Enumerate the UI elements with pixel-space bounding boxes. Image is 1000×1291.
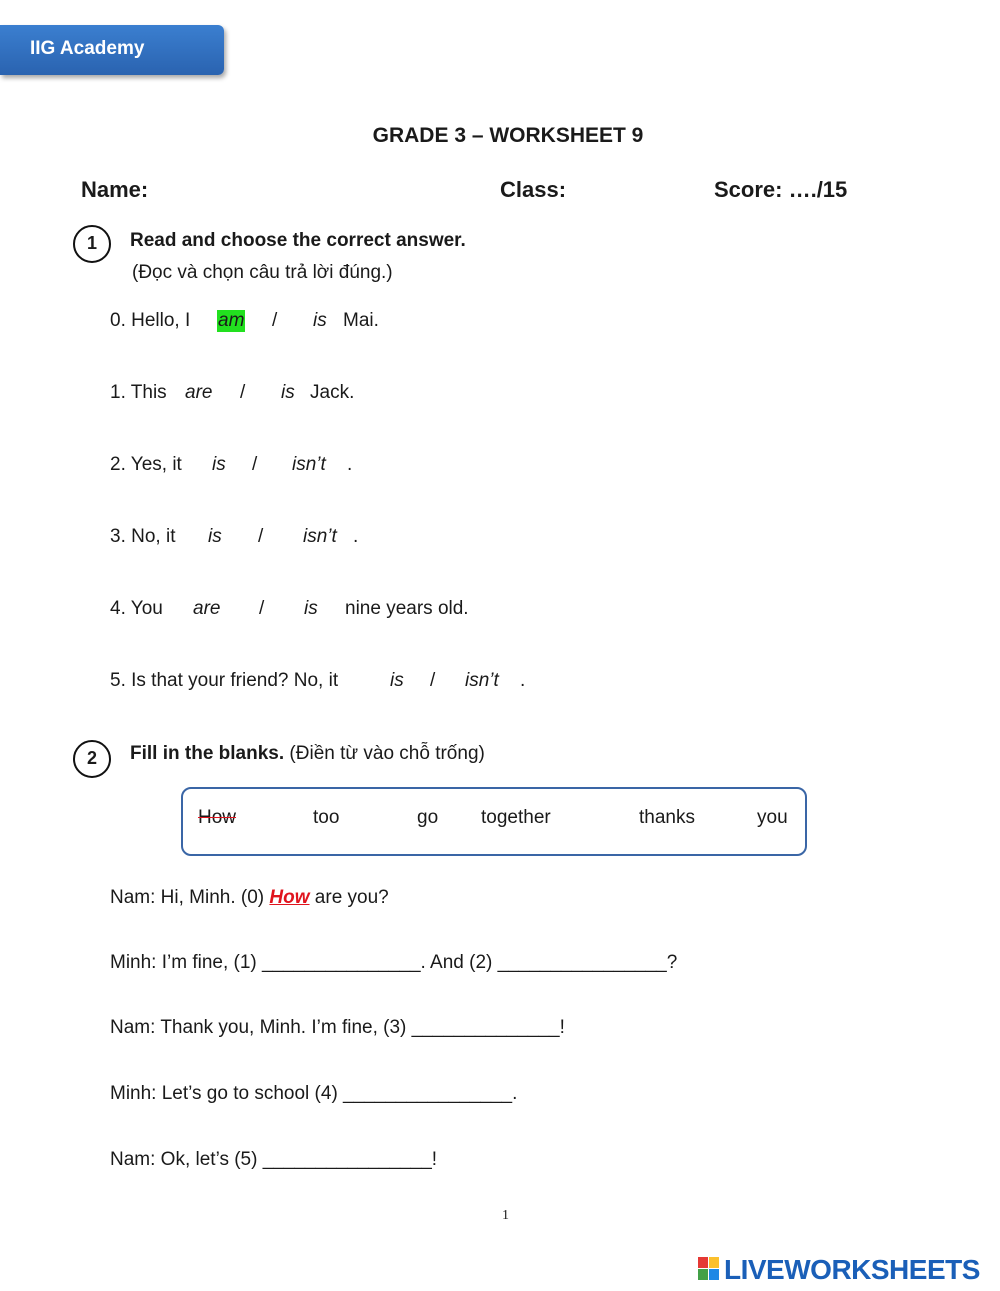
section-1-number: 1 — [73, 225, 111, 263]
question-5-prefix: 5. Is that your friend? No, it — [110, 670, 339, 691]
question-3-option-isnt[interactable]: isn’t — [303, 526, 337, 547]
option-separator: / — [430, 670, 436, 691]
page-title: GRADE 3 – WORKSHEET 9 — [372, 124, 644, 147]
question-4-option-is[interactable]: is — [304, 598, 318, 619]
option-separator: / — [252, 454, 258, 475]
question-1-option-are[interactable]: are — [185, 382, 213, 403]
logo-text: LIVEWORKSHEETS — [724, 1254, 980, 1285]
question-2-option-isnt[interactable]: isn’t — [292, 454, 326, 475]
dialogue-line-4[interactable]: Nam: Ok, let’s (5) ________________! — [110, 1149, 438, 1170]
question-5-suffix: . — [520, 670, 526, 691]
option-separator: / — [259, 598, 265, 619]
option-separator: / — [258, 526, 264, 547]
answer-0: How — [269, 887, 310, 908]
question-2-option-is[interactable]: is — [212, 454, 226, 475]
section-2-subtitle: (Điền từ vào chỗ trống) — [289, 743, 485, 764]
question-1-option-is[interactable]: is — [281, 382, 295, 403]
question-0-suffix: Mai. — [343, 310, 379, 331]
option-separator: / — [272, 310, 278, 331]
dialogue-line-3[interactable]: Minh: Let’s go to school (4) ________________. — [110, 1083, 518, 1104]
logo-blocks-icon — [698, 1257, 720, 1281]
word-bank-too[interactable]: too — [313, 807, 340, 828]
question-4-prefix: 4. You — [110, 598, 163, 619]
question-4-suffix: nine years old. — [345, 598, 469, 619]
question-5-option-is[interactable]: is — [390, 670, 404, 691]
section-2-title: Fill in the blanks. (Điền từ vào chỗ trống) — [130, 743, 485, 764]
question-2-prefix: 2. Yes, it — [110, 454, 182, 475]
word-bank-go[interactable]: go — [417, 807, 439, 828]
name-label: Name: — [81, 177, 149, 202]
word-bank-together[interactable]: together — [481, 807, 551, 828]
option-separator: / — [240, 382, 246, 403]
question-4-option-are[interactable]: are — [193, 598, 221, 619]
word-bank-you[interactable]: you — [757, 807, 788, 828]
question-3-suffix: . — [353, 526, 359, 547]
dialogue-line-1[interactable]: Minh: I’m fine, (1) _______________. And (2) ________________? — [110, 952, 678, 973]
question-2-suffix: . — [347, 454, 353, 475]
score-label: Score: …./15 — [714, 177, 848, 202]
question-1-suffix: Jack. — [310, 382, 355, 403]
section-1-subtitle: (Đọc và chọn câu trả lời đúng.) — [132, 262, 393, 283]
question-0-option-am[interactable]: am — [218, 310, 245, 331]
question-3-option-is[interactable]: is — [208, 526, 222, 547]
word-bank-thanks[interactable]: thanks — [639, 807, 695, 828]
question-5-option-isnt[interactable]: isn’t — [465, 670, 499, 691]
word-bank-how: How — [198, 807, 237, 828]
dialogue-line-0: Nam: Hi, Minh. (0) How are you? — [110, 887, 389, 908]
brand-badge: IIG Academy — [0, 25, 224, 75]
page-number: 1 — [502, 1208, 509, 1223]
question-1-prefix: 1. This — [110, 382, 167, 403]
dialogue-line-2[interactable]: Nam: Thank you, Minh. I’m fine, (3) ______________! — [110, 1017, 565, 1038]
question-3-prefix: 3. No, it — [110, 526, 176, 547]
class-label: Class: — [500, 177, 567, 202]
section-1-title: Read and choose the correct answer. — [130, 230, 466, 251]
question-0-prefix: 0. Hello, I — [110, 310, 191, 331]
question-0-option-is[interactable]: is — [313, 310, 327, 331]
section-2-number: 2 — [73, 740, 111, 778]
